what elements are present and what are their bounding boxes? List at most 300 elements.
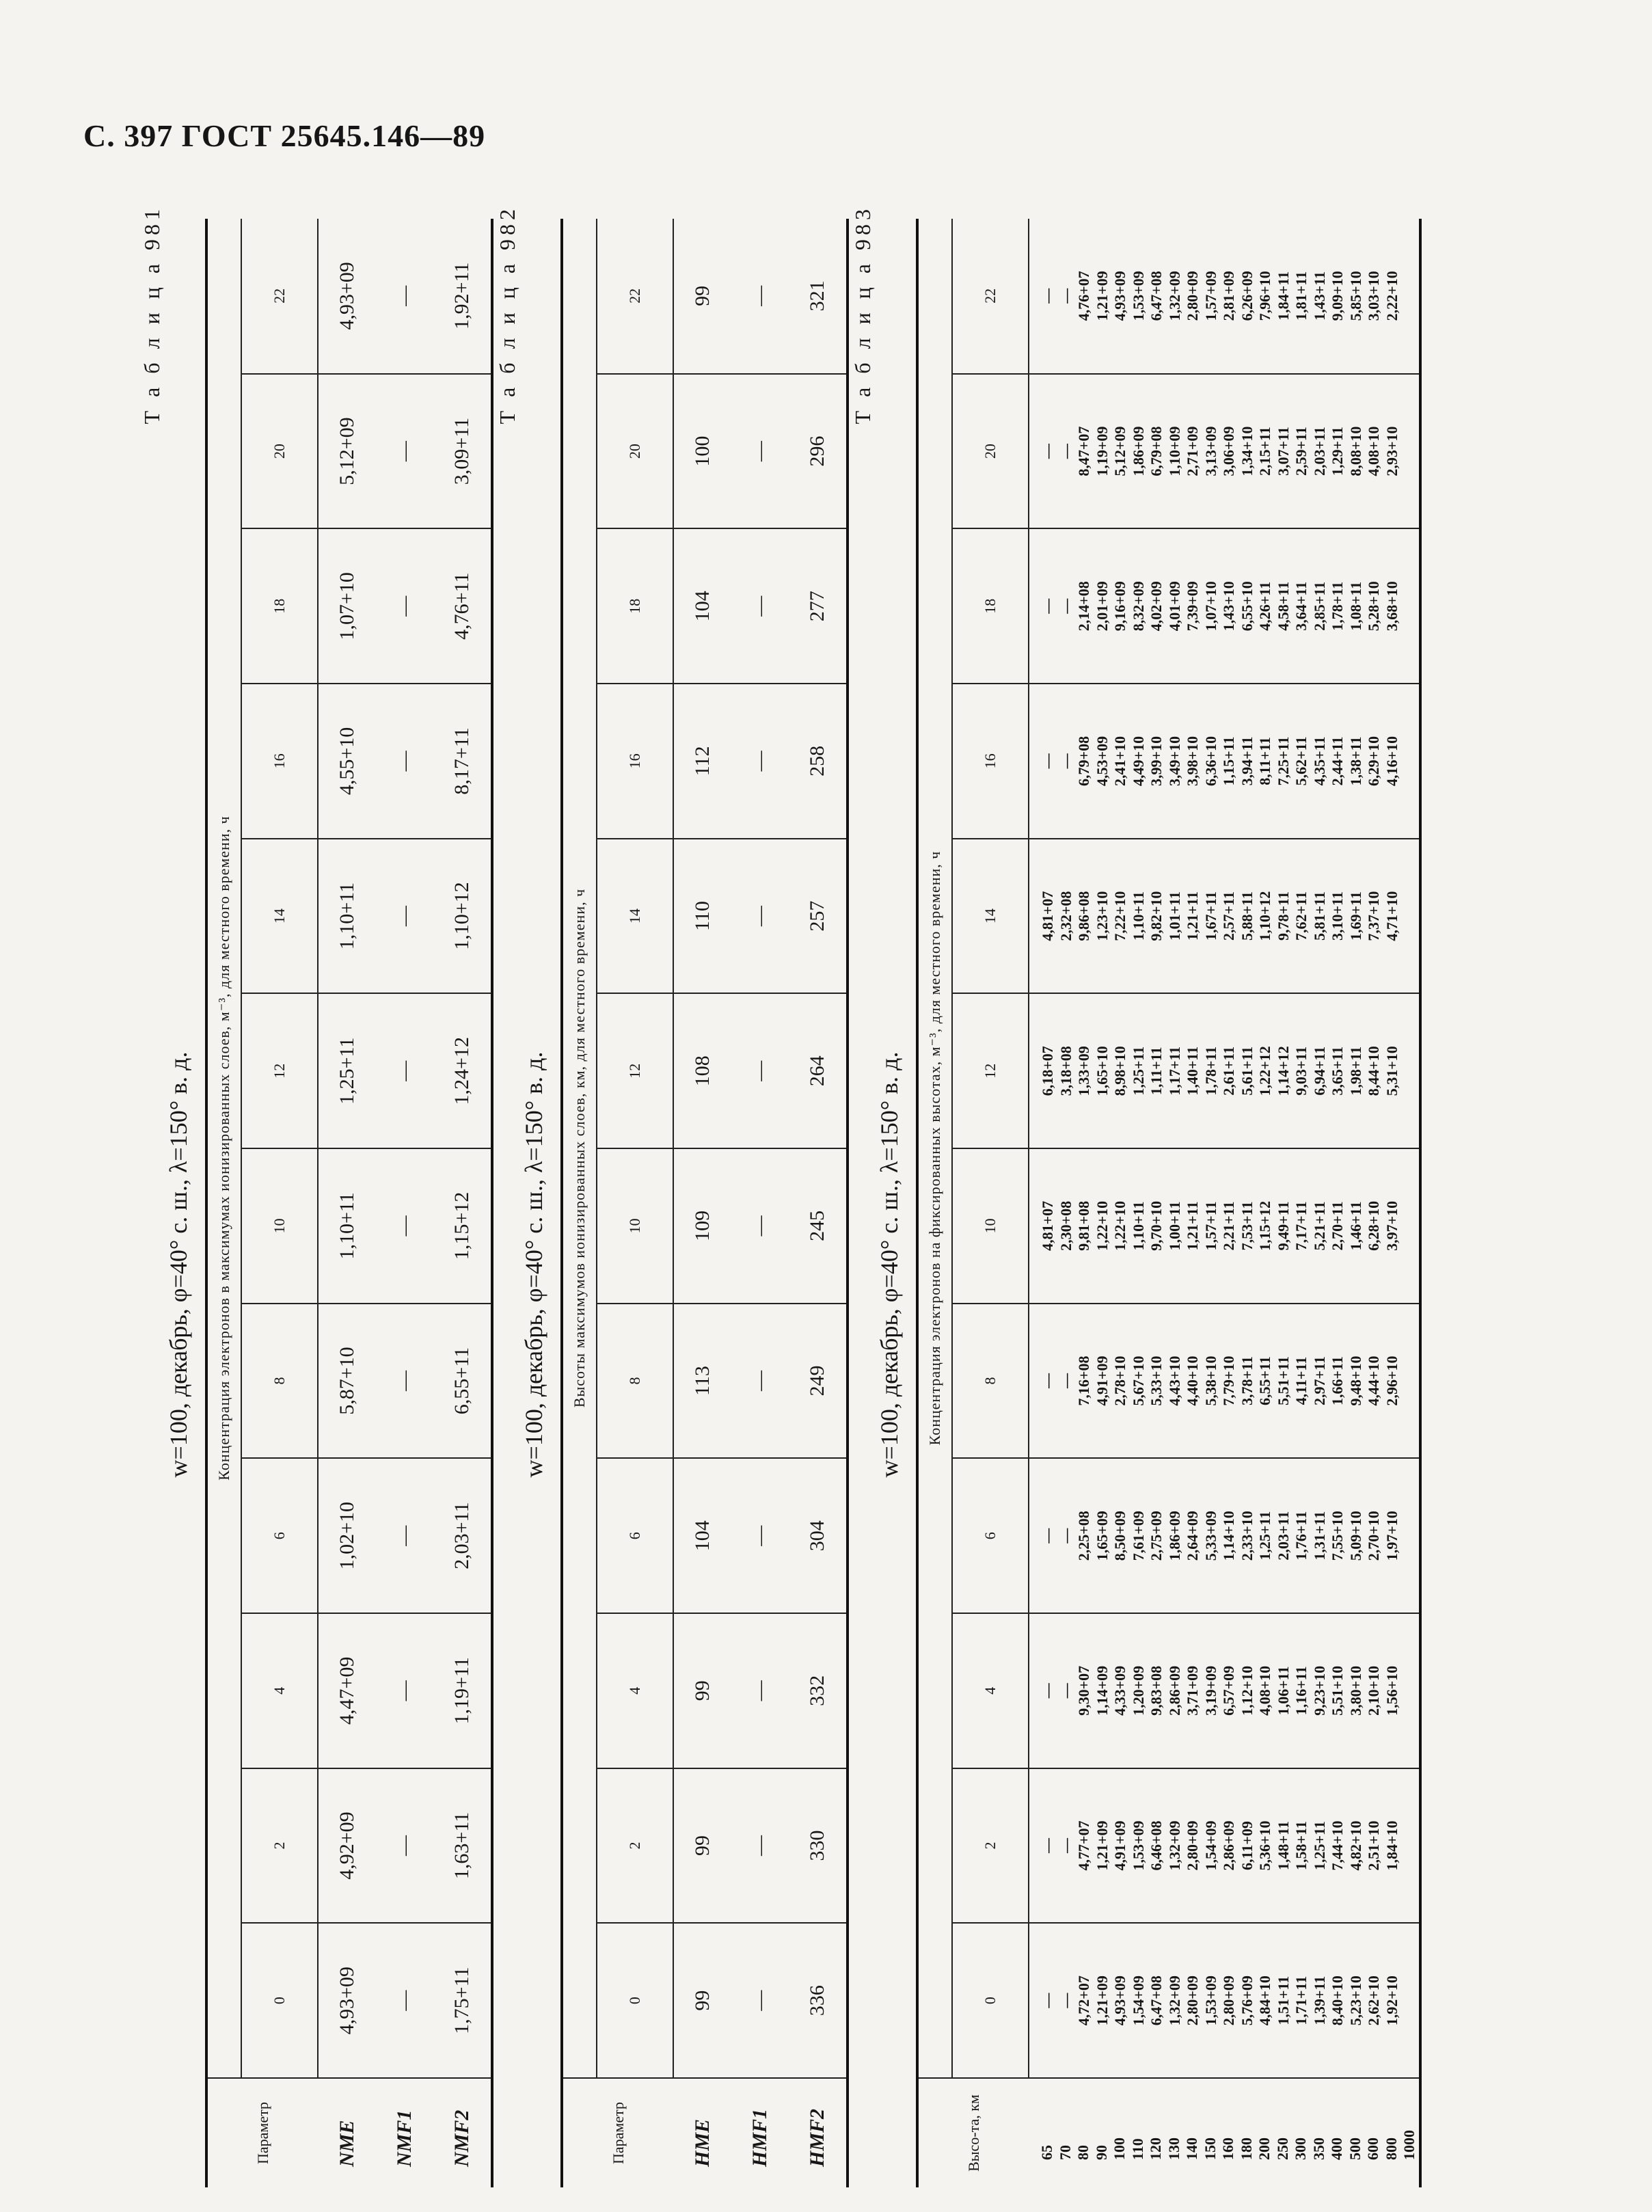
table-cell: — (376, 1148, 433, 1304)
table-cell: 9,78+11 (1274, 891, 1292, 941)
table-cell: 2,25+08 (1075, 1511, 1092, 1561)
hour-header: 4 (241, 1613, 318, 1768)
altitude-value: 130 (1165, 2137, 1182, 2160)
table-cell: 1,38+11 (1346, 736, 1364, 786)
hour-header: 2 (241, 1768, 318, 1924)
table-cell: 1,08+11 (1346, 581, 1364, 631)
table-cell: 6,29+10 (1365, 736, 1382, 786)
table-cell: 1,17+11 (1165, 1046, 1183, 1096)
table-cell: — (1039, 1993, 1056, 2008)
table-cell: 1,86+09 (1165, 1511, 1183, 1561)
table-cell: 1,51+11 (1274, 1975, 1292, 2025)
table-cell: 3,99+10 (1148, 736, 1165, 786)
table-cell: 7,44+10 (1329, 1820, 1346, 1871)
table-cell: 7,16+08 (1075, 1355, 1092, 1406)
hour-header: 10 (597, 1148, 673, 1304)
hour-header: 16 (241, 684, 318, 839)
hour-header: 22 (952, 219, 1029, 374)
table-cell: 2,61+11 (1220, 1046, 1237, 1096)
table-cell: 4,47+09 (318, 1613, 376, 1768)
table-cell: 1,22+10 (1111, 1200, 1128, 1251)
table-cell: 7,61+09 (1129, 1511, 1147, 1561)
table-cell: 6,79+08 (1075, 736, 1092, 786)
table-row (376, 219, 433, 2187)
table-cell: 9,86+08 (1075, 891, 1092, 941)
table-cell: — (376, 374, 433, 529)
table-cell: 9,82+10 (1148, 891, 1165, 941)
table-cell: 277 (789, 528, 848, 684)
table-cell: — (376, 528, 433, 684)
hour-header: 4 (952, 1613, 1029, 1768)
table-cell: — (376, 993, 433, 1148)
value-column (1029, 684, 1420, 839)
table-cell: 2,33+10 (1238, 1511, 1256, 1561)
table-cell: 1,78+11 (1329, 581, 1346, 631)
hour-header: 22 (597, 219, 673, 374)
table-cell: 2,93+10 (1383, 426, 1400, 476)
table-cell: 1,57+09 (1202, 271, 1219, 321)
table-cell: 3,78+11 (1238, 1356, 1256, 1405)
table-cell: 8,40+10 (1329, 1975, 1346, 2026)
table-cell: 2,10+10 (1365, 1665, 1382, 1716)
table-cell: 7,53+11 (1238, 1201, 1256, 1251)
table-cell: 4,77+07 (1075, 1820, 1092, 1871)
table-cell: 2,97+11 (1310, 1356, 1328, 1405)
table-cell: 2,57+11 (1220, 891, 1237, 941)
table-cell: — (1039, 1683, 1056, 1699)
hour-header: 18 (597, 528, 673, 684)
table-982-grid (560, 219, 849, 2187)
hour-header: 14 (952, 839, 1029, 994)
table-cell: 3,49+10 (1165, 736, 1183, 786)
table-cell: — (1039, 753, 1056, 769)
table-cell: 4,16+10 (1383, 736, 1400, 786)
table-cell: 1,10+11 (1129, 1201, 1147, 1251)
table-cell: 5,51+10 (1329, 1665, 1346, 1716)
table-cell: 3,06+09 (1220, 426, 1237, 476)
hour-header: 8 (241, 1304, 318, 1459)
table-cell: 1,15+12 (433, 1148, 492, 1304)
table-cell: — (731, 219, 789, 374)
hour-header: 0 (597, 1923, 673, 2078)
table-982 (492, 191, 828, 2187)
table-cell: 104 (673, 528, 731, 684)
table-981-body (318, 219, 492, 2187)
table-cell: 5,61+11 (1238, 1046, 1256, 1096)
table-cell: 2,51+10 (1365, 1820, 1382, 1871)
table-cell: 5,38+10 (1202, 1355, 1219, 1406)
table-cell: — (731, 374, 789, 529)
altitude-value: 350 (1310, 2137, 1327, 2160)
table-cell: 4,44+10 (1365, 1355, 1382, 1406)
hour-header: 6 (597, 1458, 673, 1613)
table-cell: 110 (673, 839, 731, 994)
table-subheader: Концентрация электронов на фиксированных высотах, м⁻³, для местного времени, ч (917, 219, 952, 2078)
table-cell: 6,55+10 (1238, 581, 1256, 632)
table-cell: 1,02+10 (318, 1458, 376, 1613)
table-cell: 99 (691, 1990, 714, 2011)
table-cell: 7,96+10 (1256, 271, 1273, 321)
table-cell: 4,71+10 (1383, 891, 1400, 941)
table-981 (137, 191, 473, 2187)
table-cell: 332 (789, 1613, 848, 1768)
table-cell: 1,25+11 (318, 993, 376, 1148)
table-cell: 1,69+11 (1346, 891, 1364, 941)
table-cell: 1,07+10 (318, 528, 376, 684)
table-caption: w=100, декабрь, φ=40° с. ш., λ=150° в. д. (165, 1051, 192, 1478)
altitude-value: 150 (1201, 2137, 1219, 2160)
altitude-value: 65 (1038, 2145, 1055, 2160)
table-cell: 1,07+10 (1202, 581, 1219, 632)
altitude-value: 1000 (1400, 2130, 1418, 2160)
table-cell: 1,58+11 (1292, 1821, 1310, 1870)
param-name: NME (318, 2078, 376, 2187)
table-cell: 330 (789, 1768, 848, 1924)
table-cell: 2,21+11 (1220, 1201, 1237, 1251)
table-cell: 5,81+11 (1310, 891, 1328, 941)
table-cell: 2,78+10 (1111, 1355, 1128, 1406)
altitude-value: 800 (1382, 2137, 1400, 2160)
table-cell: — (1057, 1683, 1074, 1699)
hour-header: 12 (952, 993, 1029, 1148)
table-cell: 1,00+11 (1165, 1201, 1183, 1251)
table-cell: 6,28+10 (1365, 1200, 1382, 1251)
table-cell: 7,79+10 (1220, 1355, 1237, 1406)
table-cell: 1,71+11 (1292, 1975, 1310, 2025)
table-cell: — (393, 1990, 416, 2011)
table-cell: 3,68+10 (1383, 581, 1400, 632)
table-cell: 1,19+09 (1093, 426, 1111, 476)
table-cell: 1,57+11 (1202, 1201, 1219, 1251)
table-cell: 2,30+08 (1057, 1200, 1074, 1251)
table-cell: 4,81+07 (1039, 891, 1056, 941)
table-cell: 2,03+11 (433, 1458, 492, 1613)
table-cell: 1,25+11 (1310, 1821, 1328, 1870)
table-cell: — (376, 684, 433, 839)
table-cell: 1,66+11 (1329, 1356, 1346, 1405)
table-number: Т а б л и ц а 981 (139, 205, 164, 424)
altitude-value: 70 (1056, 2145, 1074, 2160)
table-cell: 2,01+09 (1093, 581, 1111, 632)
table-cell: 5,88+11 (1238, 891, 1256, 941)
table-cell: 5,33+09 (1202, 1511, 1219, 1561)
table-cell: — (1057, 1528, 1074, 1543)
table-cell: 5,09+10 (1346, 1511, 1364, 1561)
table-cell: 2,81+09 (1220, 271, 1237, 321)
param-name: HMF1 (731, 2078, 789, 2187)
table-cell: 3,94+11 (1238, 736, 1256, 786)
hour-header: 0 (952, 1923, 1029, 2078)
table-cell: 4,58+11 (1274, 581, 1292, 631)
value-column (1029, 1768, 1420, 1924)
table-cell: 1,22+10 (1093, 1200, 1111, 1251)
table-cell: 2,96+10 (1383, 1355, 1400, 1406)
table-cell: 8,98+10 (1111, 1046, 1128, 1096)
table-cell: 5,12+09 (318, 374, 376, 529)
altitude-value: 600 (1364, 2137, 1381, 2160)
table-cell: 5,12+09 (1111, 426, 1128, 476)
table-number: Т а б л и ц а 982 (495, 205, 519, 424)
table-cell: 2,64+09 (1184, 1511, 1201, 1561)
table-cell: 1,12+10 (1238, 1665, 1256, 1716)
table-cell: 4,91+09 (1111, 1820, 1128, 1871)
table-cell: 8,47+07 (1075, 426, 1092, 476)
table-cell: 1,39+11 (1310, 1975, 1328, 2025)
table-cell: 8,50+09 (1111, 1511, 1128, 1561)
table-cell: 1,46+11 (1346, 1201, 1364, 1251)
altitude-value: 500 (1346, 2137, 1364, 2160)
table-cell: 6,26+09 (1238, 271, 1256, 321)
param-header: Параметр (562, 2078, 673, 2187)
table-cell: 1,84+10 (1383, 1820, 1400, 1871)
table-cell: 1,10+12 (433, 839, 492, 994)
table-cell: 1,19+11 (433, 1613, 492, 1768)
table-cell: — (731, 684, 789, 839)
table-cell: 5,31+10 (1383, 1046, 1400, 1096)
table-cell: 249 (789, 1304, 848, 1459)
value-column (1029, 1148, 1420, 1304)
table-cell: 1,25+11 (1129, 1046, 1147, 1096)
table-cell: — (1039, 1528, 1056, 1543)
table-cell: 1,65+10 (1093, 1046, 1111, 1096)
table-cell: 4,84+10 (1256, 1975, 1273, 2026)
table-cell: 3,80+10 (1346, 1665, 1364, 1716)
table-cell: — (1039, 598, 1056, 614)
table-cell: 1,10+12 (1256, 891, 1273, 941)
table-cell: 99 (673, 1613, 731, 1768)
table-cell: 1,40+11 (1184, 1046, 1201, 1096)
table-983-grid (916, 219, 1422, 2187)
table-cell: 1,48+11 (1274, 1821, 1292, 1870)
table-subheader: Концентрация электронов в максимумах ионизированных слоев, м⁻³, для местного времени, ч (206, 219, 241, 2078)
table-cell: 2,80+09 (1184, 1820, 1201, 1871)
hour-header: 16 (597, 684, 673, 839)
table-cell: 1,76+11 (1292, 1511, 1310, 1561)
table-cell: 108 (673, 993, 731, 1148)
table-cell: 4,93+09 (1111, 1975, 1128, 2026)
table-cell: 1,21+09 (1093, 1975, 1111, 2026)
table-cell: 5,51+11 (1274, 1356, 1292, 1405)
table-cell: 1,21+09 (1093, 1820, 1111, 1871)
table-cell: 8,32+09 (1129, 581, 1147, 632)
table-cell: 1,22+12 (1256, 1046, 1273, 1096)
table-cell: — (1039, 1838, 1056, 1854)
table-cell: 113 (673, 1304, 731, 1459)
table-cell: 264 (789, 993, 848, 1148)
altitude-value: 80 (1074, 2145, 1092, 2160)
table-cell: 1,14+10 (1220, 1511, 1237, 1561)
table-cell: — (376, 1613, 433, 1768)
table-cell: 4,76+07 (1075, 271, 1092, 321)
page-header: С. 397 ГОСТ 25645.146—89 (83, 118, 486, 153)
table-cell: 1,33+09 (1075, 1046, 1092, 1096)
table-cell: 4,40+10 (1184, 1355, 1201, 1406)
table-cell: 4,02+09 (1148, 581, 1165, 632)
table-cell: 7,62+11 (1292, 891, 1310, 941)
hour-header: 20 (241, 374, 318, 529)
table-cell: 1,15+11 (1220, 736, 1237, 786)
table-row (673, 219, 731, 2187)
table-cell: 1,53+09 (1129, 1820, 1147, 1871)
table-cell: 5,23+10 (1346, 1975, 1364, 2026)
table-cell: 7,39+09 (1184, 581, 1201, 632)
param-name: HME (673, 2078, 731, 2187)
table-cell: 3,18+08 (1057, 1046, 1074, 1096)
table-cell: 2,22+10 (1383, 271, 1400, 321)
table-cell: 9,81+08 (1075, 1200, 1092, 1251)
table-cell: 1,54+09 (1202, 1820, 1219, 1871)
table-cell: 104 (673, 1458, 731, 1613)
table-cell: 1,29+11 (1329, 427, 1346, 476)
table-cell: 5,62+11 (1292, 736, 1310, 786)
table-cell: 5,28+10 (1365, 581, 1382, 632)
hour-header: 4 (597, 1613, 673, 1768)
table-983-region (848, 191, 1497, 2187)
table-cell: 2,80+09 (1220, 1975, 1237, 2026)
altitude-value: 90 (1092, 2145, 1110, 2160)
table-cell: 1,53+09 (1129, 271, 1147, 321)
value-column (1029, 528, 1420, 684)
table-caption: w=100, декабрь, φ=40° с. ш., λ=150° в. д. (876, 1051, 903, 1478)
table-cell: 1,86+09 (1129, 426, 1147, 476)
altitude-list (1029, 2078, 1420, 2187)
hour-header: 18 (241, 528, 318, 684)
table-cell: — (376, 1304, 433, 1459)
table-cell: 296 (789, 374, 848, 529)
table-cell: 6,57+09 (1220, 1665, 1237, 1716)
table-cell: 2,75+09 (1148, 1511, 1165, 1561)
table-cell: 1,01+11 (1165, 891, 1183, 941)
table-cell: — (376, 1458, 433, 1613)
table-cell: 4,91+09 (1093, 1355, 1111, 1406)
table-cell: — (1057, 1373, 1074, 1389)
table-cell: 6,11+09 (1238, 1821, 1256, 1870)
table-cell: 5,21+11 (1310, 1201, 1328, 1251)
table-number: Т а б л и ц а 983 (850, 205, 875, 424)
hour-header: 2 (597, 1768, 673, 1924)
table-cell: 1,31+11 (1310, 1511, 1328, 1561)
table-cell: 2,15+11 (1256, 427, 1273, 476)
table-cell: 1,67+11 (1202, 891, 1219, 941)
table-983 (848, 191, 1497, 2187)
hour-header: 22 (241, 219, 318, 374)
table-cell: 4,55+10 (318, 684, 376, 839)
table-cell: 5,85+10 (1346, 271, 1364, 321)
table-cell: 7,55+10 (1329, 1511, 1346, 1561)
table-cell: 4,11+11 (1292, 1356, 1310, 1405)
value-column (1029, 839, 1420, 994)
table-cell: 1,10+11 (1129, 891, 1147, 941)
table-cell: 99 (673, 219, 731, 374)
table-cell: — (1057, 444, 1074, 459)
table-cell: 1,10+11 (318, 839, 376, 994)
table-cell: 336 (806, 1985, 828, 2017)
table-cell: 109 (673, 1148, 731, 1304)
table-cell: 5,33+10 (1148, 1355, 1165, 1406)
table-cell: 1,65+09 (1093, 1511, 1111, 1561)
table-cell: 6,36+10 (1202, 736, 1219, 786)
table-cell: 257 (789, 839, 848, 994)
table-cell: — (1039, 288, 1056, 304)
table-cell: — (1057, 1993, 1074, 2008)
table-cell: — (748, 1990, 771, 2011)
table-cell: 4,49+10 (1129, 736, 1147, 786)
table-cell: 2,32+08 (1057, 891, 1074, 941)
param-name: NMF2 (433, 2078, 492, 2187)
table-cell: — (1039, 444, 1056, 459)
param-name: NMF1 (376, 2078, 433, 2187)
table-cell: 8,44+10 (1365, 1046, 1382, 1096)
table-cell: 2,80+09 (1184, 1975, 1201, 2026)
table-cell: 8,11+11 (1256, 737, 1273, 785)
table-cell: 6,55+11 (433, 1304, 492, 1459)
table-cell: 1,24+12 (433, 993, 492, 1148)
table-cell: 2,70+11 (1329, 1201, 1346, 1251)
hour-header: 20 (597, 374, 673, 529)
table-cell: 9,23+10 (1310, 1665, 1328, 1716)
table-cell: 3,13+09 (1202, 426, 1219, 476)
table-cell: 3,97+10 (1383, 1200, 1400, 1251)
table-cell: 3,09+11 (433, 374, 492, 529)
hour-header: 8 (597, 1304, 673, 1459)
table-cell: — (376, 1768, 433, 1924)
hour-header: 20 (952, 374, 1029, 529)
table-cell: 2,41+10 (1111, 736, 1128, 786)
table-981-region (137, 191, 473, 2187)
value-column (1029, 374, 1420, 529)
table-cell: 1,84+11 (1274, 271, 1292, 321)
table-cell: — (1039, 1373, 1056, 1389)
hour-header: 8 (952, 1304, 1029, 1459)
table-cell: 6,47+08 (1148, 1975, 1165, 2026)
table-cell: 245 (789, 1148, 848, 1304)
table-cell: 4,81+07 (1039, 1200, 1056, 1251)
hour-header: 2 (952, 1768, 1029, 1924)
table-cell: 1,81+11 (1292, 271, 1310, 321)
table-cell: 100 (673, 374, 731, 529)
table-cell: 1,92+10 (1383, 1975, 1400, 2026)
table-cell: 7,25+11 (1274, 736, 1292, 786)
table-cell: 3,19+09 (1202, 1665, 1219, 1716)
param-header: Параметр (206, 2078, 318, 2187)
table-cell: 1,21+11 (1184, 891, 1201, 941)
table-cell: — (731, 1458, 789, 1613)
altitude-value: 160 (1219, 2137, 1236, 2160)
table-cell: 4,82+10 (1346, 1820, 1364, 1871)
table-cell: 1,32+09 (1165, 271, 1183, 321)
table-cell: 1,15+12 (1256, 1200, 1273, 1251)
table-cell: — (731, 1304, 789, 1459)
table-cell: 1,32+09 (1165, 1820, 1183, 1871)
table-cell: 4,26+11 (1256, 581, 1273, 631)
table-cell: 4,93+09 (318, 219, 376, 374)
table-cell: 3,10+11 (1329, 891, 1346, 941)
table-982-body (673, 219, 848, 2187)
altitude-value: 180 (1237, 2137, 1255, 2160)
table-cell: 2,85+11 (1310, 581, 1328, 631)
table-cell: 1,43+10 (1220, 581, 1237, 632)
hour-header: 10 (952, 1148, 1029, 1304)
table-cell: 9,16+09 (1111, 581, 1128, 632)
value-column (1029, 219, 1420, 374)
table-cell: 1,20+09 (1129, 1665, 1147, 1716)
table-cell: — (1057, 598, 1074, 614)
hour-header: 6 (241, 1458, 318, 1613)
table-cell: 99 (673, 1768, 731, 1924)
table-cell: 5,36+10 (1256, 1820, 1273, 1871)
table-cell: 2,70+10 (1365, 1511, 1382, 1561)
table-cell: — (376, 839, 433, 994)
